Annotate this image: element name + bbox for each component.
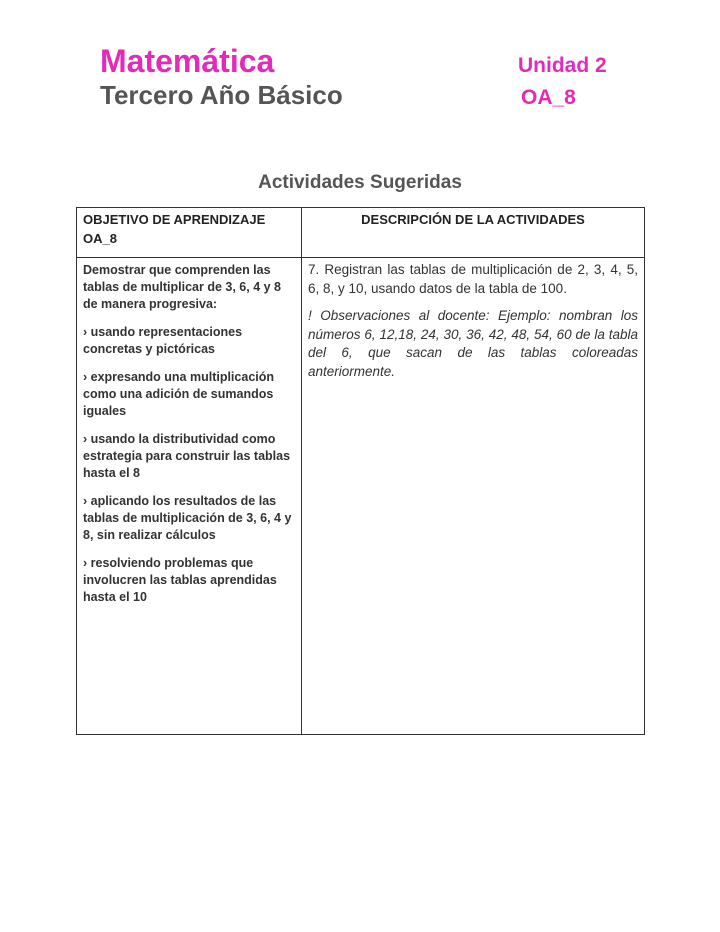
teacher-observation: ! Observaciones al docente: Ejemplo: nombran los números 6, 12,18, 24, 30, 36, 42, 48, 54, 60 de la tabla del 6, que sacan de las tablas coloreadas anteriormente. — [308, 308, 638, 379]
grade-title: Tercero Año Básico — [100, 80, 343, 110]
objective-cell — [77, 258, 302, 735]
activity-cell — [302, 258, 645, 735]
subject-title: Matemática — [100, 43, 275, 79]
objective-item: › usando la distributividad como estrategia para construir las tablas hasta el 8 — [83, 432, 291, 480]
objective-item: › expresando una multiplicación como una adición de sumandos iguales — [83, 370, 275, 418]
objective-item: › aplicando los resultados de las tablas de multiplicación de 3, 6, 4 y 8, sin realizar cálculos — [83, 494, 292, 542]
section-title: Actividades Sugeridas — [258, 172, 462, 193]
objective-column-header — [77, 208, 302, 258]
objective-header-label: OBJETIVO DE APRENDIZAJE — [83, 212, 266, 227]
objective-item: › usando representaciones concretas y pictóricas — [83, 325, 243, 356]
activity-column-header: DESCRIPCIÓN DE LA ACTIVIDADES — [302, 208, 645, 258]
table-row — [77, 258, 645, 735]
objective-intro: Demostrar que comprenden las tablas de multiplicar de 3, 6, 4 y 8 de manera progresiva: — [83, 263, 281, 311]
oa-label: OA_8 — [521, 86, 576, 109]
table-header-row — [77, 208, 645, 258]
unit-label: Unidad 2 — [518, 54, 607, 77]
objective-header-code: OA_8 — [83, 231, 117, 246]
objective-item: › resolviendo problemas que involucren las tablas aprendidas hasta el 10 — [83, 556, 277, 604]
activity-description: 7. Registran las tablas de multiplicación de 2, 3, 4, 5, 6, 8, y 10, usando datos de la tabla de 100. — [308, 262, 638, 296]
activities-table — [76, 207, 645, 735]
